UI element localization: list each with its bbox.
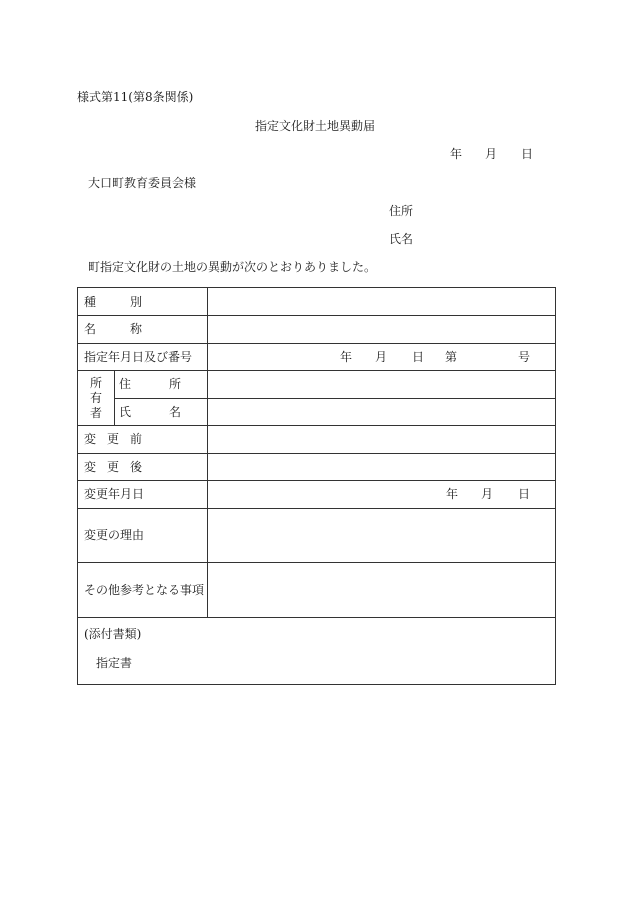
date-day-label: 日 [521,147,534,161]
owner-address-label-2: 所 [169,377,182,391]
date-month-label: 月 [485,147,498,161]
owner-label-2: 有 [90,391,103,405]
name-label-1: 名 [84,322,97,336]
designation-go: 号 [518,350,531,364]
other-label: その他参考となる事項 [84,583,205,597]
name-label-2: 称 [130,322,143,336]
date-year-label: 年 [450,147,463,161]
before-label-1: 変 [84,432,97,446]
addressee: 大口町教育委員会様 [88,176,197,190]
owner-name-value[interactable] [208,399,555,425]
after-label-2: 更 [107,460,120,474]
change-date-day: 日 [518,487,531,501]
document-title: 指定文化財土地異動届 [254,119,375,133]
owner-name-label-1: 氏 [119,405,132,419]
change-date-label: 変更年月日 [84,487,145,501]
before-label-2: 更 [107,432,120,446]
after-label-1: 変 [84,460,97,474]
attachments-label: (添付書類) [84,627,142,641]
applicant-address-label: 住所 [389,204,414,218]
intro-text: 町指定文化財の土地の異動が次のとおりありました。 [88,260,377,274]
name-value[interactable] [208,316,555,343]
reason-label: 変更の理由 [84,528,145,542]
designation-dai: 第 [445,350,458,364]
designation-year: 年 [340,350,353,364]
designation-label: 指定年月日及び番号 [84,350,193,364]
owner-name-label-2: 名 [169,405,182,419]
change-date-month: 月 [481,487,494,501]
type-label-1: 種 [84,295,97,309]
before-value[interactable] [208,426,555,453]
designation-day: 日 [412,350,425,364]
change-date-year: 年 [446,487,459,501]
designation-month: 月 [375,350,388,364]
after-value[interactable] [208,454,555,480]
owner-address-value[interactable] [208,371,555,398]
after-label-3: 後 [130,460,143,474]
attachment-item: 指定書 [96,656,133,670]
other-value[interactable] [208,563,555,617]
owner-address-label-1: 住 [119,377,132,391]
notification-table [77,287,556,685]
applicant-name-label: 氏名 [389,232,414,246]
before-label-3: 前 [130,432,143,446]
reason-value[interactable] [208,509,555,562]
owner-label-1: 所 [90,376,103,390]
owner-label-3: 者 [90,406,103,420]
form-number: 様式第11(第8条関係) [77,90,194,104]
type-value[interactable] [208,288,555,315]
type-label-2: 別 [130,295,143,309]
